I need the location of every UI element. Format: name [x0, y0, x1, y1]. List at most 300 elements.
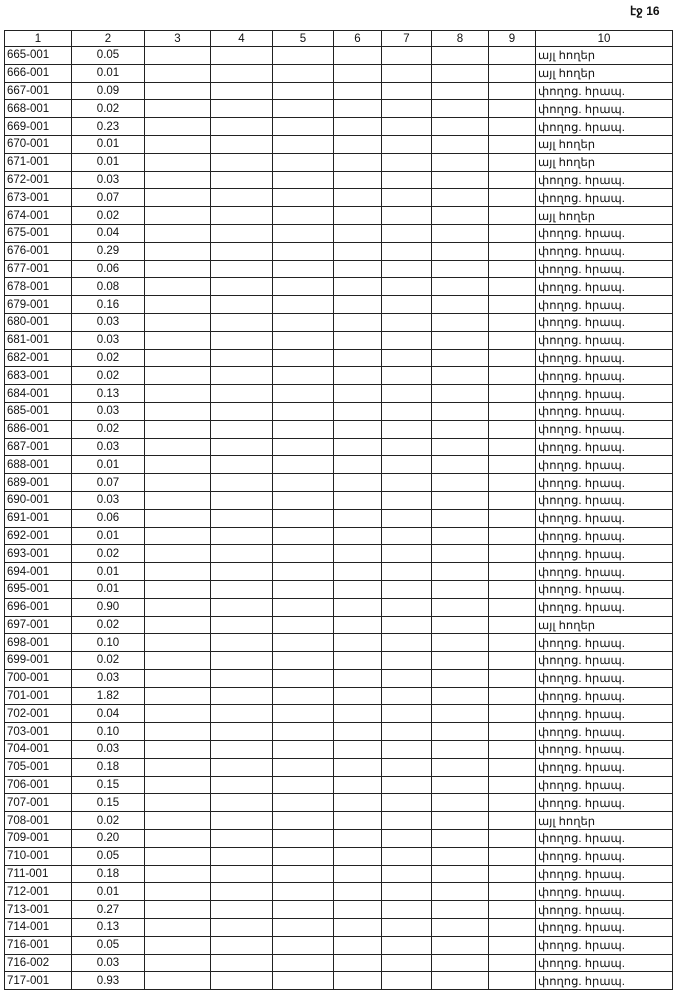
- land-type-cell: փողոց. հրապ.: [536, 776, 673, 794]
- empty-cell: [489, 847, 536, 865]
- empty-cell: [273, 420, 334, 438]
- parcel-code-cell: 688-001: [5, 456, 72, 474]
- empty-cell: [273, 224, 334, 242]
- land-type-cell: այլ հողեր: [536, 64, 673, 82]
- empty-cell: [489, 491, 536, 509]
- empty-cell: [489, 438, 536, 456]
- land-type-cell: փողոց. հրապ.: [536, 456, 673, 474]
- table-row: [5, 64, 673, 82]
- empty-cell: [382, 242, 432, 260]
- land-type-cell: փողոց. հրապ.: [536, 847, 673, 865]
- empty-cell: [489, 47, 536, 65]
- parcel-code-cell: 716-002: [5, 954, 72, 972]
- parcel-code-cell: 701-001: [5, 687, 72, 705]
- empty-cell: [382, 491, 432, 509]
- table-row: [5, 883, 673, 901]
- empty-cell: [211, 260, 273, 278]
- table-row: [5, 456, 673, 474]
- empty-cell: [432, 972, 489, 990]
- empty-cell: [432, 634, 489, 652]
- empty-cell: [145, 402, 211, 420]
- table-row: [5, 207, 673, 225]
- empty-cell: [145, 741, 211, 759]
- empty-cell: [382, 331, 432, 349]
- parcel-code-cell: 675-001: [5, 224, 72, 242]
- empty-cell: [211, 723, 273, 741]
- col-header-5: 5: [273, 31, 334, 47]
- table-row: [5, 47, 673, 65]
- area-cell: 0.02: [72, 545, 145, 563]
- empty-cell: [273, 64, 334, 82]
- empty-cell: [211, 100, 273, 118]
- empty-cell: [273, 474, 334, 492]
- empty-cell: [432, 936, 489, 954]
- parcel-code-cell: 690-001: [5, 491, 72, 509]
- empty-cell: [334, 652, 382, 670]
- empty-cell: [432, 171, 489, 189]
- area-cell: 0.02: [72, 100, 145, 118]
- area-cell: 0.02: [72, 349, 145, 367]
- empty-cell: [145, 260, 211, 278]
- land-type-cell: փողոց. հրապ.: [536, 82, 673, 100]
- empty-cell: [273, 705, 334, 723]
- land-type-cell: փողոց. հրապ.: [536, 865, 673, 883]
- empty-cell: [211, 367, 273, 385]
- land-type-cell: փողոց. հրապ.: [536, 652, 673, 670]
- empty-cell: [432, 100, 489, 118]
- empty-cell: [489, 830, 536, 848]
- empty-cell: [211, 545, 273, 563]
- table-row: [5, 527, 673, 545]
- empty-cell: [273, 616, 334, 634]
- area-cell: 0.01: [72, 153, 145, 171]
- empty-cell: [211, 634, 273, 652]
- parcel-code-cell: 669-001: [5, 118, 72, 136]
- empty-cell: [382, 438, 432, 456]
- land-type-cell: փողոց. հրապ.: [536, 474, 673, 492]
- empty-cell: [273, 242, 334, 260]
- table-row: [5, 224, 673, 242]
- empty-cell: [382, 82, 432, 100]
- empty-cell: [334, 242, 382, 260]
- parcel-code-cell: 676-001: [5, 242, 72, 260]
- empty-cell: [489, 367, 536, 385]
- empty-cell: [211, 153, 273, 171]
- empty-cell: [145, 224, 211, 242]
- empty-cell: [145, 135, 211, 153]
- empty-cell: [145, 171, 211, 189]
- empty-cell: [432, 385, 489, 403]
- empty-cell: [382, 883, 432, 901]
- empty-cell: [273, 972, 334, 990]
- parcel-code-cell: 667-001: [5, 82, 72, 100]
- empty-cell: [334, 812, 382, 830]
- empty-cell: [382, 634, 432, 652]
- table-row: [5, 171, 673, 189]
- area-cell: 0.03: [72, 402, 145, 420]
- empty-cell: [273, 438, 334, 456]
- land-type-cell: այլ հողեր: [536, 812, 673, 830]
- empty-cell: [489, 82, 536, 100]
- empty-cell: [211, 687, 273, 705]
- empty-cell: [273, 580, 334, 598]
- empty-cell: [211, 705, 273, 723]
- empty-cell: [211, 919, 273, 937]
- col-header-8: 8: [432, 31, 489, 47]
- empty-cell: [211, 972, 273, 990]
- empty-cell: [489, 901, 536, 919]
- land-type-cell: փողոց. հրապ.: [536, 598, 673, 616]
- empty-cell: [382, 296, 432, 314]
- empty-cell: [334, 847, 382, 865]
- empty-cell: [145, 420, 211, 438]
- empty-cell: [211, 669, 273, 687]
- land-type-cell: այլ հողեր: [536, 207, 673, 225]
- area-cell: 0.13: [72, 385, 145, 403]
- empty-cell: [211, 64, 273, 82]
- empty-cell: [334, 901, 382, 919]
- empty-cell: [145, 776, 211, 794]
- table-row: [5, 242, 673, 260]
- empty-cell: [489, 385, 536, 403]
- table-row: [5, 82, 673, 100]
- empty-cell: [273, 598, 334, 616]
- area-cell: 0.20: [72, 830, 145, 848]
- area-cell: 0.07: [72, 189, 145, 207]
- area-cell: 0.13: [72, 919, 145, 937]
- area-cell: 0.29: [72, 242, 145, 260]
- empty-cell: [382, 527, 432, 545]
- land-type-cell: փողոց. հրապ.: [536, 527, 673, 545]
- parcel-code-cell: 716-001: [5, 936, 72, 954]
- empty-cell: [382, 830, 432, 848]
- empty-cell: [211, 491, 273, 509]
- land-type-cell: փողոց. հրապ.: [536, 545, 673, 563]
- empty-cell: [145, 652, 211, 670]
- table-row: [5, 919, 673, 937]
- empty-cell: [273, 331, 334, 349]
- area-cell: 0.01: [72, 563, 145, 581]
- empty-cell: [211, 118, 273, 136]
- empty-cell: [489, 189, 536, 207]
- empty-cell: [273, 385, 334, 403]
- land-type-cell: փողոց. հրապ.: [536, 260, 673, 278]
- empty-cell: [211, 438, 273, 456]
- table-row: [5, 509, 673, 527]
- empty-cell: [273, 189, 334, 207]
- empty-cell: [489, 652, 536, 670]
- table-row: [5, 705, 673, 723]
- table-row: [5, 189, 673, 207]
- parcel-code-cell: 709-001: [5, 830, 72, 848]
- empty-cell: [432, 47, 489, 65]
- empty-cell: [432, 794, 489, 812]
- empty-cell: [382, 207, 432, 225]
- area-cell: 0.90: [72, 598, 145, 616]
- parcel-code-cell: 698-001: [5, 634, 72, 652]
- empty-cell: [334, 741, 382, 759]
- table-row: [5, 812, 673, 830]
- land-type-cell: փողոց. հրապ.: [536, 171, 673, 189]
- empty-cell: [145, 705, 211, 723]
- empty-cell: [382, 776, 432, 794]
- empty-cell: [489, 919, 536, 937]
- empty-cell: [432, 954, 489, 972]
- area-cell: 0.01: [72, 883, 145, 901]
- empty-cell: [211, 135, 273, 153]
- area-cell: 0.23: [72, 118, 145, 136]
- area-cell: 0.03: [72, 669, 145, 687]
- empty-cell: [432, 830, 489, 848]
- empty-cell: [432, 420, 489, 438]
- empty-cell: [334, 509, 382, 527]
- empty-cell: [432, 812, 489, 830]
- empty-cell: [145, 812, 211, 830]
- empty-cell: [382, 936, 432, 954]
- land-type-cell: փողոց. հրապ.: [536, 331, 673, 349]
- empty-cell: [489, 349, 536, 367]
- empty-cell: [334, 954, 382, 972]
- parcel-code-cell: 683-001: [5, 367, 72, 385]
- empty-cell: [334, 135, 382, 153]
- empty-cell: [211, 794, 273, 812]
- empty-cell: [432, 563, 489, 581]
- area-cell: 0.03: [72, 954, 145, 972]
- empty-cell: [145, 563, 211, 581]
- empty-cell: [145, 723, 211, 741]
- empty-cell: [211, 847, 273, 865]
- area-cell: 0.04: [72, 224, 145, 242]
- empty-cell: [432, 189, 489, 207]
- empty-cell: [432, 82, 489, 100]
- empty-cell: [334, 919, 382, 937]
- parcel-code-cell: 668-001: [5, 100, 72, 118]
- empty-cell: [432, 652, 489, 670]
- empty-cell: [382, 456, 432, 474]
- empty-cell: [145, 598, 211, 616]
- empty-cell: [273, 669, 334, 687]
- land-register-table: [4, 30, 673, 990]
- empty-cell: [432, 491, 489, 509]
- land-type-cell: փողոց. հրապ.: [536, 563, 673, 581]
- empty-cell: [489, 794, 536, 812]
- parcel-code-cell: 695-001: [5, 580, 72, 598]
- land-type-cell: փողոց. հրապ.: [536, 509, 673, 527]
- table-row: [5, 153, 673, 171]
- empty-cell: [334, 64, 382, 82]
- empty-cell: [432, 349, 489, 367]
- empty-cell: [334, 830, 382, 848]
- empty-cell: [382, 919, 432, 937]
- empty-cell: [382, 580, 432, 598]
- land-type-cell: փողոց. հրապ.: [536, 242, 673, 260]
- empty-cell: [145, 438, 211, 456]
- empty-cell: [489, 207, 536, 225]
- empty-cell: [489, 527, 536, 545]
- parcel-code-cell: 686-001: [5, 420, 72, 438]
- table-row: [5, 598, 673, 616]
- empty-cell: [489, 135, 536, 153]
- table-row: [5, 776, 673, 794]
- parcel-code-cell: 691-001: [5, 509, 72, 527]
- empty-cell: [334, 349, 382, 367]
- land-type-cell: փողոց. հրապ.: [536, 972, 673, 990]
- empty-cell: [382, 420, 432, 438]
- empty-cell: [211, 812, 273, 830]
- empty-cell: [211, 954, 273, 972]
- header-row: [5, 31, 673, 47]
- empty-cell: [432, 153, 489, 171]
- empty-cell: [145, 278, 211, 296]
- empty-cell: [145, 456, 211, 474]
- empty-cell: [211, 420, 273, 438]
- empty-cell: [273, 278, 334, 296]
- table-row: [5, 491, 673, 509]
- table-row: [5, 580, 673, 598]
- empty-cell: [334, 865, 382, 883]
- empty-cell: [211, 883, 273, 901]
- area-cell: 0.02: [72, 420, 145, 438]
- empty-cell: [382, 741, 432, 759]
- empty-cell: [273, 865, 334, 883]
- empty-cell: [382, 865, 432, 883]
- empty-cell: [145, 545, 211, 563]
- empty-cell: [145, 527, 211, 545]
- empty-cell: [273, 919, 334, 937]
- area-cell: 0.06: [72, 260, 145, 278]
- empty-cell: [145, 474, 211, 492]
- table-row: [5, 669, 673, 687]
- table-row: [5, 260, 673, 278]
- empty-cell: [334, 474, 382, 492]
- land-type-cell: այլ հողեր: [536, 47, 673, 65]
- table-row: [5, 687, 673, 705]
- empty-cell: [273, 491, 334, 509]
- empty-cell: [382, 349, 432, 367]
- empty-cell: [145, 385, 211, 403]
- empty-cell: [489, 883, 536, 901]
- empty-cell: [382, 545, 432, 563]
- empty-cell: [145, 153, 211, 171]
- empty-cell: [489, 153, 536, 171]
- empty-cell: [432, 776, 489, 794]
- empty-cell: [145, 936, 211, 954]
- empty-cell: [489, 634, 536, 652]
- area-cell: 0.02: [72, 367, 145, 385]
- empty-cell: [489, 331, 536, 349]
- empty-cell: [432, 278, 489, 296]
- empty-cell: [334, 758, 382, 776]
- table-row: [5, 385, 673, 403]
- area-cell: 0.09: [72, 82, 145, 100]
- land-type-cell: այլ հողեր: [536, 616, 673, 634]
- empty-cell: [211, 189, 273, 207]
- area-cell: 0.18: [72, 758, 145, 776]
- table-row: [5, 741, 673, 759]
- empty-cell: [489, 278, 536, 296]
- table-row: [5, 331, 673, 349]
- empty-cell: [273, 367, 334, 385]
- empty-cell: [211, 278, 273, 296]
- empty-cell: [334, 883, 382, 901]
- land-type-cell: փողոց. հրապ.: [536, 100, 673, 118]
- area-cell: 0.10: [72, 634, 145, 652]
- parcel-code-cell: 671-001: [5, 153, 72, 171]
- empty-cell: [145, 901, 211, 919]
- empty-cell: [432, 474, 489, 492]
- table-row: [5, 296, 673, 314]
- empty-cell: [334, 82, 382, 100]
- table-row: [5, 135, 673, 153]
- empty-cell: [432, 509, 489, 527]
- empty-cell: [432, 118, 489, 136]
- empty-cell: [334, 598, 382, 616]
- parcel-code-cell: 710-001: [5, 847, 72, 865]
- parcel-code-cell: 708-001: [5, 812, 72, 830]
- land-type-cell: փողոց. հրապ.: [536, 438, 673, 456]
- empty-cell: [273, 207, 334, 225]
- empty-cell: [489, 260, 536, 278]
- empty-cell: [489, 171, 536, 189]
- empty-cell: [334, 100, 382, 118]
- empty-cell: [273, 171, 334, 189]
- area-cell: 0.02: [72, 616, 145, 634]
- table-row: [5, 865, 673, 883]
- area-cell: 0.08: [72, 278, 145, 296]
- empty-cell: [273, 100, 334, 118]
- empty-cell: [211, 296, 273, 314]
- land-type-cell: փողոց. հրապ.: [536, 385, 673, 403]
- empty-cell: [273, 652, 334, 670]
- empty-cell: [489, 580, 536, 598]
- parcel-code-cell: 697-001: [5, 616, 72, 634]
- parcel-code-cell: 714-001: [5, 919, 72, 937]
- col-header-9: 9: [489, 31, 536, 47]
- empty-cell: [432, 865, 489, 883]
- empty-cell: [382, 402, 432, 420]
- empty-cell: [432, 260, 489, 278]
- empty-cell: [334, 402, 382, 420]
- empty-cell: [334, 563, 382, 581]
- empty-cell: [432, 847, 489, 865]
- empty-cell: [211, 776, 273, 794]
- empty-cell: [432, 687, 489, 705]
- empty-cell: [382, 367, 432, 385]
- empty-cell: [145, 847, 211, 865]
- empty-cell: [489, 313, 536, 331]
- empty-cell: [432, 919, 489, 937]
- empty-cell: [432, 438, 489, 456]
- empty-cell: [334, 456, 382, 474]
- empty-cell: [334, 224, 382, 242]
- empty-cell: [489, 224, 536, 242]
- empty-cell: [489, 402, 536, 420]
- empty-cell: [211, 580, 273, 598]
- empty-cell: [211, 563, 273, 581]
- empty-cell: [145, 100, 211, 118]
- empty-cell: [211, 171, 273, 189]
- empty-cell: [489, 509, 536, 527]
- empty-cell: [211, 527, 273, 545]
- empty-cell: [273, 527, 334, 545]
- area-cell: 0.01: [72, 580, 145, 598]
- empty-cell: [382, 153, 432, 171]
- table-row: [5, 936, 673, 954]
- table-row: [5, 563, 673, 581]
- empty-cell: [334, 171, 382, 189]
- empty-cell: [211, 865, 273, 883]
- empty-cell: [211, 652, 273, 670]
